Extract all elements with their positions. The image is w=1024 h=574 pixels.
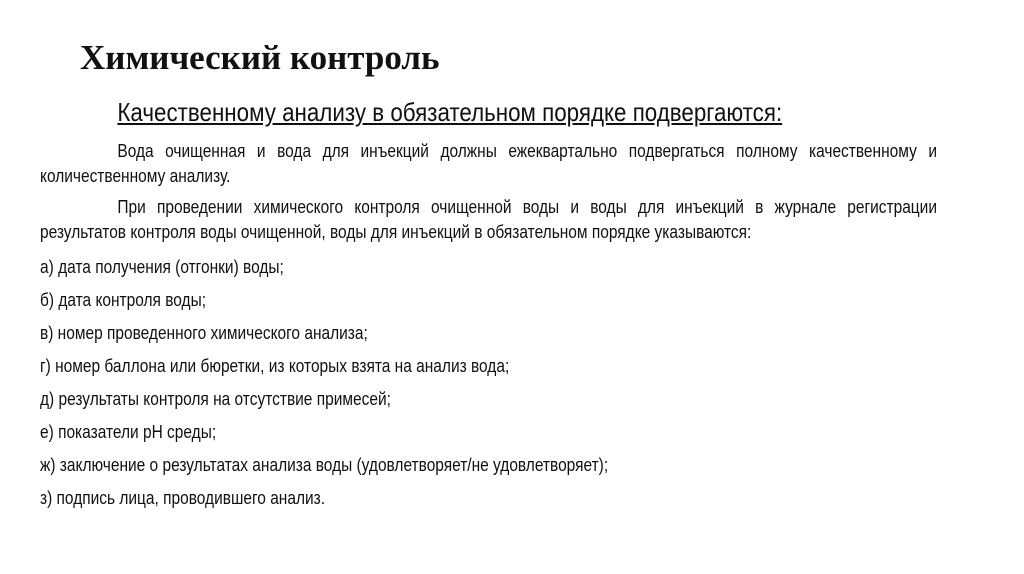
paragraph: Вода очищенная и вода для инъекций должны ежеквартально подвергаться полному качественному и количественному анализу. [40, 141, 937, 186]
list-item: б) дата контроля воды; [40, 290, 207, 310]
lead-heading: Качественному анализу в обязательном порядке подвергаются: [117, 97, 783, 127]
list-item: ж) заключение о результатах анализа воды (удовлетворяет/не удовлетворяет); [40, 455, 609, 475]
list-item: а) дата получения (отгонки) воды; [40, 257, 284, 277]
paragraph: При проведении химического контроля очищенной воды и воды для инъекций в журнале регистрации результатов контроля воды очищенной, воды для инъекций в обязательном порядке указываются: [40, 197, 937, 242]
requirements-list [40, 251, 937, 515]
list-item: з) подпись лица, проводившего анализ. [40, 488, 326, 508]
slide-content [40, 96, 937, 515]
list-item: е) показатели pH среды; [40, 422, 217, 442]
page-title: Химический контроль [80, 38, 440, 77]
list-item: г) номер баллона или бюретки, из которых взята на анализ вода; [40, 356, 510, 376]
list-item: в) номер проведенного химического анализа; [40, 323, 368, 343]
list-item: д) результаты контроля на отсутствие примесей; [40, 389, 391, 409]
